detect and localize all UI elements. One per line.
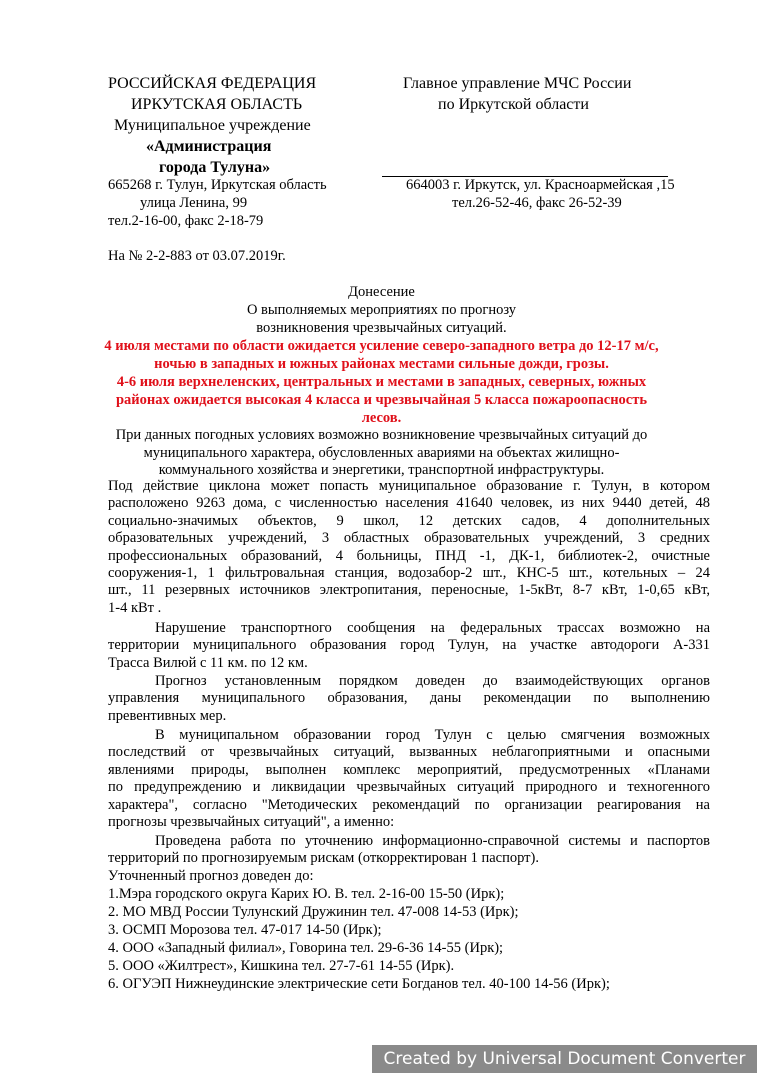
text-line: Под действие циклона может попасть муниципальное образование г. Тулун, в котором (108, 478, 710, 494)
text-line: явлениями природы, выполнен комплекс мероприятий, предусмотренных «Планами (108, 761, 710, 778)
org-region: ИРКУТСКАЯ ОБЛАСТЬ (131, 96, 303, 113)
doc-subtitle-1: О выполняемых мероприятиях по прогнозу (246, 302, 517, 318)
text-line: образовательных учреждений, 3 областных образовательных учреждений, 3 средних (108, 530, 710, 547)
text-line: В муниципальном образовании город Тулун с целью смягчения возможных (155, 727, 710, 743)
recipient-name: Главное управление МЧС России (403, 75, 632, 92)
org-name-line1: «Администрация (146, 138, 272, 155)
list-item: 6. ОГУЭП Нижнеудинские электрические сети Богданов тел. 40-100 14-56 (Ирк); (108, 976, 610, 992)
recipient-address: 664003 г. Иркутск, ул. Красноармейская ,15 (406, 177, 675, 193)
recipient-region: по Иркутской области (438, 96, 589, 113)
text-line: 1-4 кВт . (108, 599, 162, 616)
list-item: 3. ОСМП Морозова тел. 47-017 14-50 (Ирк); (108, 922, 382, 938)
text-line: прогнозы чрезвычайных ситуаций", а именно: (108, 814, 395, 831)
text-line: по предупреждению и ликвидации чрезвычайных ситуаций природного и техногенного (108, 779, 710, 796)
reference-number: На № 2-2-883 от 03.07.2019г. (108, 248, 286, 264)
text-line: профессиональных образований, 4 больницы, ПНД -1, ДК-1, библиотек-2, очистные (108, 547, 710, 564)
list-intro: Уточненный прогноз доведен до: (108, 868, 314, 884)
list-item: 5. ООО «Жилтрест», Кишкина тел. 27-7-61 14-55 (Ирк). (108, 958, 455, 974)
org-name-line2: города Тулуна» (159, 159, 271, 176)
warning-line-2: ночью в западных и южных районах местами сильные дожди, грозы. (154, 356, 609, 372)
org-address: 665268 г. Тулун, Иркутская область (108, 177, 327, 193)
warning-line-5: лесов. (361, 410, 402, 426)
paragraph-forecast (108, 673, 710, 725)
text-line: превентивных мер. (108, 707, 227, 724)
text-line: Проведена работа по уточнению информационно-справочной системы и паспортов (155, 833, 710, 849)
text-line: территорий по прогнозируемым рискам (откорректирован 1 паспорт). (108, 850, 539, 867)
list-item: 1.Мэра городского округа Карих Ю. В. тел. 2-16-00 15-50 (Ирк); (108, 886, 505, 902)
text-line: территории муниципального образования город Тулун, на участке автодороги А-331 (108, 637, 710, 654)
list-item: 2. МО МВД России Тулунский Дружинин тел. 47-008 14-53 (Ирк); (108, 904, 519, 920)
list-item: 4. ООО «Западный филиал», Говорина тел. 29-6-36 14-55 (Ирк); (108, 940, 504, 956)
org-phone: тел.2-16-00, факс 2-18-79 (108, 213, 264, 229)
doc-title: Донесение (348, 284, 415, 300)
intro-line-2: муниципального характера, обусловленных авариями на объектах жилищно- (143, 445, 620, 461)
intro-line-1: При данных погодных условиях возможно возникновение чрезвычайных ситуаций до (115, 427, 648, 443)
org-country: РОССИЙСКАЯ ФЕДЕРАЦИЯ (108, 75, 317, 92)
paragraph-cyclone (108, 478, 710, 617)
warning-line-4: районах ожидается высокая 4 класса и чрезвычайная 5 класса пожароопасность (115, 392, 648, 408)
text-line: расположено 9263 дома, с численностью населения 41640 человек, из них 9440 детей, 48 (108, 495, 710, 512)
text-line: последствий от чрезвычайных ситуаций, вызванных неблагоприятными и опасными (108, 744, 710, 761)
intro-line-3: коммунального хозяйства и энергетики, транспортной инфраструктуры. (158, 462, 605, 478)
text-line: шт., 11 резервных источников электропитания, переносные, 1-5кВт, 8-7 кВт, 1-0,65 кВт, (108, 582, 710, 599)
recipient-phone: тел.26-52-46, факс 26-52-39 (452, 195, 622, 211)
paragraph-passports (108, 833, 710, 868)
paragraph-measures (108, 727, 710, 831)
text-line: Нарушение транспортного сообщения на федеральных трассах возможно на (155, 620, 710, 636)
text-line: Прогноз установленным порядком доведен до взаимодействующих органов (155, 673, 710, 689)
paragraph-transport (108, 620, 710, 672)
doc-subtitle-2: возникновения чрезвычайных ситуаций. (256, 320, 507, 336)
text-line: сооружения-1, 1 фильтровальная станция, водозабор-2 шт., КНС-5 шт., котельных – 24 (108, 565, 710, 582)
text-line: характера", согласно "Методических рекомендаций по организации реагирования на (108, 796, 710, 813)
warning-line-3: 4-6 июля верхнеленских, центральных и местами в западных, северных, южных (116, 374, 647, 390)
text-line: социально-значимых объектов, 9 школ, 12 детских садов, 4 дополнительных (108, 512, 710, 529)
org-type: Муниципальное учреждение (114, 117, 311, 134)
text-line: управления муниципального образования, даны рекомендации по выполнению (108, 690, 710, 707)
text-line: Трасса Вилюй с 11 км. по 12 км. (108, 654, 308, 671)
org-street: улица Ленина, 99 (140, 195, 248, 211)
warning-line-1: 4 июля местами по области ожидается усиление северо-западного ветра до 12-17 м/с, (104, 338, 659, 354)
converter-watermark: Created by Universal Document Converter (372, 1045, 757, 1073)
